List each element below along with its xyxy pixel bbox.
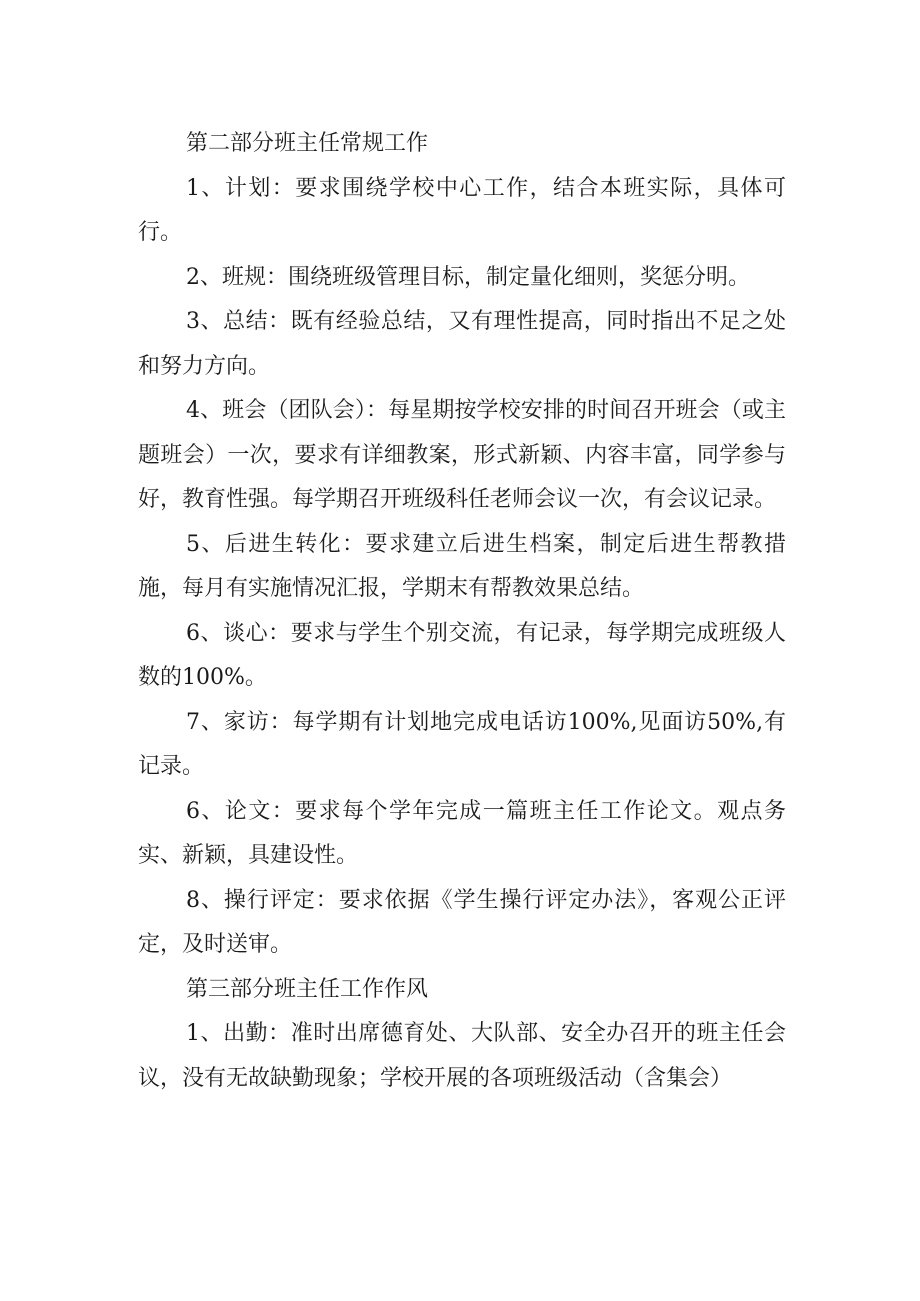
paragraph-summary: 3、总结：既有经验总结，又有理性提高，同时指出不足之处和努力方向。 bbox=[138, 309, 786, 379]
document-body bbox=[138, 122, 786, 1101]
paragraph-conduct-evaluation: 8、操行评定：要求依据《学生操行评定办法》，客观公正评定，及时送审。 bbox=[138, 887, 786, 957]
paragraph-plan: 1、计划：要求围绕学校中心工作，结合本班实际，具体可行。 bbox=[138, 175, 786, 245]
section-heading-part-two: 第二部分班主任常规工作 bbox=[186, 131, 429, 156]
paragraph-thesis: 6、论文：要求每个学年完成一篇班主任工作论文。观点务实、新颖，具建设性。 bbox=[138, 798, 786, 868]
paragraph-heart-to-heart: 6、谈心：要求与学生个别交流，有记录，每学期完成班级人数的100%。 bbox=[138, 620, 786, 690]
section-heading-part-three: 第三部分班主任工作作风 bbox=[186, 976, 429, 1002]
paragraph-home-visit: 7、家访：每学期有计划地完成电话访100%,见面访50%,有记录。 bbox=[138, 709, 786, 779]
paragraph-class-meeting: 4、班会（团队会）：每星期按学校安排的时间召开班会（或主题班会）一次，要求有详细教案，形式新颖、内容丰富，同学参与好，教育性强。每学期召开班级科任老师会议一次，有会议记录。 bbox=[138, 398, 786, 512]
paragraph-struggling-students: 5、后进生转化：要求建立后进生档案，制定后进生帮教措施，每月有实施情况汇报，学期末有帮教效果总结。 bbox=[138, 531, 786, 601]
paragraph-class-rules: 2、班规：围绕班级管理目标，制定量化细则，奖惩分明。 bbox=[186, 264, 750, 290]
paragraph-attendance: 1、出勤：准时出席德育处、大队部、安全办召开的班主任会议，没有无故缺勤现象；学校开展的各项班级活动（含集会） bbox=[138, 1021, 786, 1091]
